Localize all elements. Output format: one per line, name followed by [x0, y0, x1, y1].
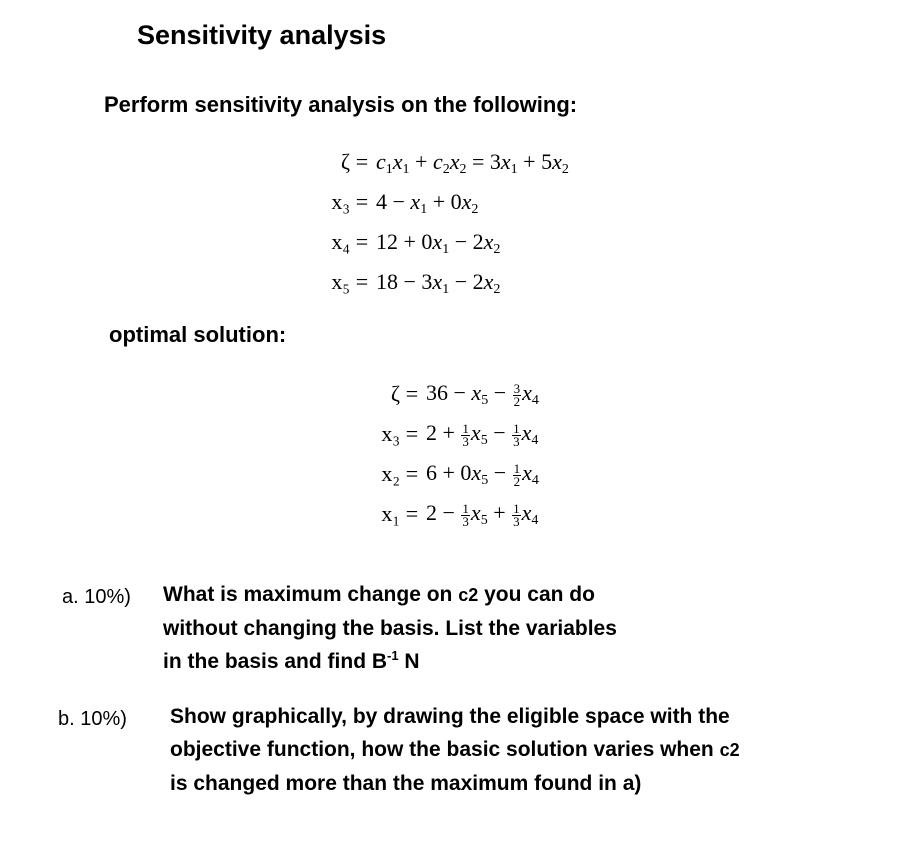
equation-lhs: x₄ [331, 229, 350, 254]
question-a-line2: without changing the basis. List the variables [163, 617, 617, 640]
equation-lhs: x₅ [331, 269, 350, 294]
equation-lhs: ζ [340, 149, 350, 174]
equation-lhs: x₁ [381, 501, 400, 526]
question-a-label: a. 10%) [62, 586, 131, 608]
equation-lhs: x₃ [331, 189, 350, 214]
optimal-solution-label: optimal solution: [109, 322, 287, 347]
optimal-objective: ζ = $36 - x_5$ − $\frac{3}{2}$ $x_4$ [360, 378, 539, 410]
equation-lhs: x₂ [381, 461, 400, 486]
equation-lhs: x₃ [381, 421, 400, 446]
instruction-text: Perform sensitivity analysis on the following: [104, 92, 578, 117]
page-title: Sensitivity analysis [137, 20, 387, 50]
constraint-x4: x₄ = $12 + 0x_1 - 2x_2$ [300, 227, 500, 257]
question-b-line1: Show graphically, by drawing the eligible space with the [170, 705, 730, 728]
question-b-label: b. 10%) [58, 708, 127, 730]
question-b-line2: objective function, how the basic solution varies when c2 [170, 738, 740, 761]
constraint-x3: x₃ = $4 - x_1 + 0x_2$ [300, 187, 478, 217]
objective-equation: ζ = $c_1x_1 + c_2x_2 = 3x_1 + 5x_2$ [300, 147, 569, 177]
optimal-x1: x₁ = 2 − $\frac{1}{3}$ $x_5$ + $\frac{1}{3}$ $x_4$ [360, 498, 538, 530]
question-b-text [170, 700, 870, 800]
equation-lhs: ζ [390, 381, 400, 406]
optimal-x3: x₃ = 2 + $\frac{1}{3}$ $x_5$ − $\frac{1}{3}$ $x_4$ [360, 418, 538, 450]
question-a-line3: in the basis and find $B^{-1}$ N [163, 648, 420, 673]
constraint-x5: x₅ = $18 - 3x_1 - 2x_2$ [300, 267, 500, 297]
optimal-x2: x₂ = $6 + 0x_5$ − $\frac{1}{2}$ $x_4$ [360, 458, 539, 490]
question-b-line3: is changed more than the maximum found in a) [170, 772, 642, 795]
question-a-line1: What is maximum change on c2 you can do [163, 583, 595, 606]
question-a-text [163, 578, 803, 678]
